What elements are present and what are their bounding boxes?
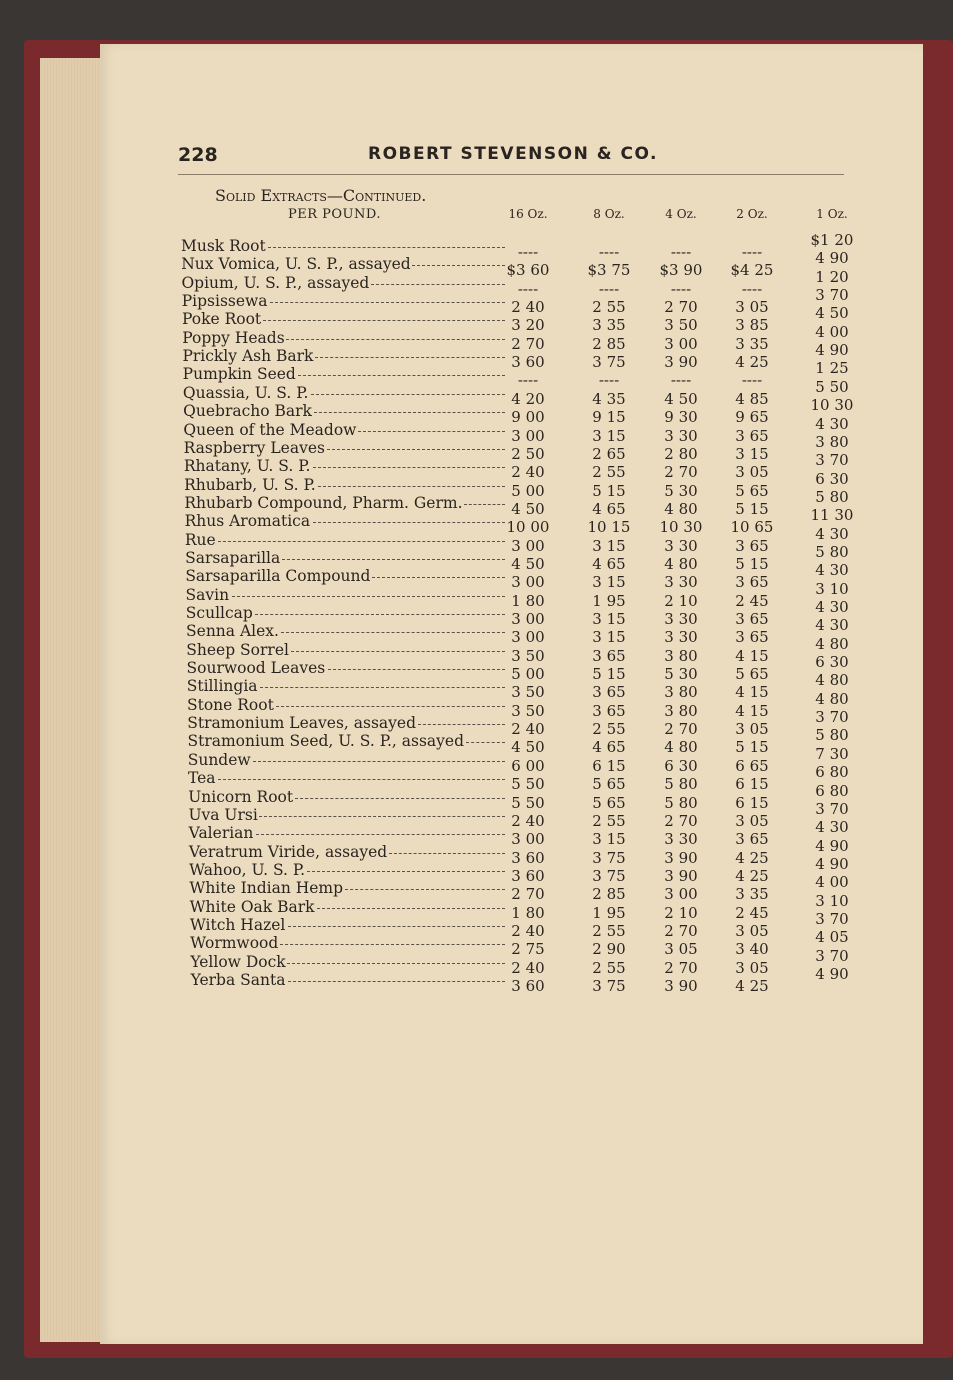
dot-leader — [218, 541, 505, 542]
price-16oz: ---- — [517, 371, 539, 390]
price-8oz: 5 15 — [592, 665, 626, 684]
dot-leader — [280, 944, 505, 945]
price-2oz: 4 15 — [735, 701, 769, 720]
price-2oz: 3 65 — [735, 426, 769, 445]
price-2oz: 3 85 — [735, 316, 769, 335]
price-4oz: 3 80 — [664, 683, 698, 702]
product-name: Yerba Santa — [190, 971, 286, 989]
price-4oz: 4 80 — [664, 554, 698, 573]
dot-leader — [282, 559, 505, 560]
price-2oz: 5 15 — [735, 738, 769, 757]
dot-leader — [389, 853, 505, 854]
price-8oz: 3 15 — [592, 610, 626, 628]
price-8oz: 2 55 — [592, 958, 626, 977]
price-2oz: 3 05 — [735, 463, 769, 482]
price-4oz: 4 80 — [664, 499, 698, 518]
price-4oz: 3 00 — [664, 885, 698, 904]
price-1oz: 4 50 — [815, 304, 849, 323]
price-4oz: 2 70 — [664, 720, 698, 739]
product-name: Veratrum Viride, assayed — [188, 842, 388, 861]
dot-leader — [317, 908, 505, 909]
price-1oz: 5 50 — [815, 377, 849, 396]
price-2oz: 2 45 — [735, 903, 769, 922]
price-8oz: 2 85 — [592, 885, 626, 904]
price-16oz: $3 60 — [506, 261, 550, 280]
dot-leader — [291, 651, 505, 652]
product-name: Quebracho Bark — [183, 402, 312, 421]
price-16oz: 4 50 — [511, 738, 545, 757]
price-2oz: 3 40 — [735, 940, 769, 959]
price-1oz: 6 80 — [815, 781, 849, 800]
dot-leader — [298, 375, 505, 376]
price-8oz: 2 55 — [592, 463, 626, 482]
price-1oz: 4 30 — [815, 616, 849, 635]
price-4oz: 5 30 — [664, 481, 698, 500]
price-8oz: 2 85 — [592, 334, 626, 353]
price-2oz: 4 15 — [735, 646, 769, 665]
price-1oz: 4 90 — [815, 836, 849, 855]
price-2oz: 3 05 — [735, 720, 769, 739]
price-1oz: 6 30 — [815, 653, 849, 672]
running-title: ROBERT STEVENSON & CO. — [368, 144, 659, 164]
price-4oz: 5 80 — [664, 775, 698, 794]
product-name: Quassia, U. S. P. — [182, 383, 309, 402]
price-2oz: 4 85 — [735, 389, 769, 408]
price-8oz: 2 55 — [592, 811, 626, 830]
product-name: Scullcap — [185, 604, 253, 622]
price-2oz: 4 25 — [735, 866, 769, 885]
product-name: Witch Hazel — [189, 915, 286, 934]
price-1oz: 4 90 — [815, 341, 849, 360]
price-1oz: 5 80 — [815, 487, 849, 506]
price-4oz: 3 30 — [664, 830, 698, 849]
price-16oz: 3 60 — [511, 353, 545, 372]
dot-leader — [313, 522, 505, 523]
product-name: Sarsaparilla — [185, 548, 281, 567]
product-name: Unicorn Root — [188, 787, 294, 806]
price-8oz: 2 90 — [592, 940, 626, 959]
price-1oz: 10 30 — [810, 396, 854, 415]
price-1oz: 4 80 — [815, 689, 849, 708]
price-4oz: 2 70 — [664, 811, 698, 830]
price-16oz: 3 00 — [511, 426, 545, 445]
price-2oz: $4 25 — [730, 261, 774, 280]
price-2oz: 6 15 — [735, 775, 769, 794]
price-8oz: 3 35 — [592, 316, 626, 335]
price-1oz: $1 20 — [810, 231, 854, 249]
price-4oz: 3 80 — [664, 701, 698, 720]
price-4oz: 3 90 — [664, 353, 698, 372]
dot-leader — [318, 486, 505, 487]
product-name: Rhus Aromatica — [184, 512, 311, 531]
price-8oz: 5 65 — [592, 793, 626, 812]
price-8oz: 4 35 — [592, 389, 626, 408]
dot-leader — [281, 632, 505, 633]
price-1oz: 3 70 — [815, 909, 849, 928]
price-8oz: 4 65 — [592, 554, 626, 573]
price-1oz: 3 70 — [815, 946, 849, 965]
price-4oz: 3 00 — [664, 334, 698, 353]
price-16oz: 3 00 — [511, 830, 545, 849]
dot-leader — [311, 394, 505, 395]
dot-leader — [307, 871, 505, 872]
column-header-16oz: 16 Oz. — [508, 207, 548, 221]
price-8oz: ---- — [598, 243, 620, 261]
product-name: Tea — [187, 769, 216, 788]
price-4oz: 2 10 — [664, 903, 698, 922]
price-4oz: 10 30 — [659, 518, 703, 537]
product-name: White Oak Bark — [189, 897, 315, 916]
price-2oz: 3 65 — [735, 830, 769, 849]
price-8oz: $3 75 — [587, 261, 631, 280]
dot-leader — [345, 889, 505, 890]
product-name: Yellow Dock — [190, 952, 286, 971]
price-1oz: 3 70 — [815, 708, 849, 727]
price-4oz: ---- — [670, 279, 692, 298]
price-2oz: 3 35 — [735, 334, 769, 353]
product-name: Pipsissewa — [181, 292, 268, 311]
price-16oz: 6 00 — [511, 756, 545, 775]
price-16oz: 1 80 — [511, 903, 545, 922]
product-name: Rue — [184, 530, 216, 549]
price-16oz: 3 20 — [511, 316, 545, 335]
price-4oz: 2 10 — [664, 591, 698, 610]
product-name: Stramonium Seed, U. S. P., assayed — [187, 732, 465, 751]
price-1oz: 4 90 — [815, 854, 849, 873]
price-2oz: 10 65 — [730, 518, 774, 537]
price-16oz: 2 40 — [511, 958, 545, 977]
price-8oz: 6 15 — [592, 756, 626, 775]
product-name: Prickly Ash Bark — [182, 347, 314, 366]
price-2oz: 4 15 — [735, 683, 769, 702]
price-8oz: 3 15 — [592, 536, 626, 555]
product-name: Rhubarb, U. S. P. — [184, 475, 316, 494]
price-16oz: 3 00 — [511, 610, 545, 628]
product-name: Rhatany, U. S. P. — [183, 457, 311, 476]
price-1oz: 4 80 — [815, 671, 849, 690]
dot-leader — [295, 798, 505, 799]
product-name: Stramonium Leaves, assayed — [187, 714, 416, 733]
price-16oz: 3 00 — [511, 628, 545, 647]
dot-leader — [259, 816, 505, 817]
price-2oz: 3 35 — [735, 885, 769, 904]
price-16oz: 4 50 — [511, 499, 545, 518]
price-2oz: ---- — [741, 243, 763, 261]
product-name: Pumpkin Seed — [182, 365, 296, 384]
price-16oz: 2 70 — [511, 334, 545, 353]
price-8oz: 3 75 — [592, 977, 626, 995]
price-8oz: 3 75 — [592, 866, 626, 885]
price-2oz: 3 05 — [735, 921, 769, 940]
price-8oz: 4 65 — [592, 738, 626, 757]
product-name: Wahoo, U. S. P. — [189, 860, 306, 879]
price-16oz: 2 40 — [511, 921, 545, 940]
price-16oz: 3 60 — [511, 848, 545, 867]
column-header-1oz: 1 Oz. — [816, 207, 848, 221]
price-1oz: 3 80 — [815, 432, 849, 451]
price-16oz: 3 00 — [511, 573, 545, 592]
price-16oz: 2 40 — [511, 463, 545, 482]
price-4oz: 6 30 — [664, 756, 698, 775]
price-2oz: 4 25 — [735, 848, 769, 867]
price-4oz: 3 30 — [664, 628, 698, 647]
price-4oz: 3 90 — [664, 866, 698, 885]
dot-leader — [315, 357, 505, 358]
dot-leader — [287, 963, 505, 964]
product-name: Poke Root — [181, 310, 262, 329]
price-16oz: 4 50 — [511, 554, 545, 573]
price-4oz: 3 30 — [664, 426, 698, 445]
price-2oz: 3 05 — [735, 958, 769, 977]
dot-leader — [255, 614, 505, 615]
price-4oz: $3 90 — [659, 261, 703, 280]
price-16oz: 2 40 — [511, 720, 545, 739]
product-name: Nux Vomica, U. S. P., assayed — [181, 255, 411, 274]
price-4oz: 4 50 — [664, 389, 698, 408]
price-1oz: 5 80 — [815, 542, 849, 561]
dot-leader — [418, 724, 505, 725]
column-header-2oz: 2 Oz. — [736, 207, 768, 221]
price-1oz: 4 05 — [815, 928, 849, 947]
price-1oz: 4 30 — [815, 561, 849, 580]
price-4oz: 3 80 — [664, 646, 698, 665]
dot-leader — [260, 687, 505, 688]
price-8oz: ---- — [598, 279, 620, 298]
product-name: Wormwood — [190, 934, 279, 953]
price-8oz: 3 15 — [592, 573, 626, 592]
product-name: Uva Ursi — [188, 805, 258, 824]
product-name: Raspberry Leaves — [183, 438, 325, 457]
price-16oz: 3 50 — [511, 646, 545, 665]
price-2oz: 3 05 — [735, 811, 769, 830]
price-8oz: 2 55 — [592, 720, 626, 739]
price-16oz: ---- — [517, 243, 539, 261]
price-16oz: 3 60 — [511, 866, 545, 885]
price-8oz: 3 65 — [592, 701, 626, 720]
dot-leader — [218, 779, 505, 780]
dot-leader — [286, 339, 505, 340]
dot-leader — [268, 247, 505, 248]
price-2oz: 3 05 — [735, 298, 769, 317]
dot-leader — [313, 467, 505, 468]
price-8oz: 4 65 — [592, 499, 626, 518]
product-name: Savin — [185, 585, 230, 604]
price-1oz: 4 00 — [815, 322, 849, 341]
price-4oz: 2 70 — [664, 958, 698, 977]
price-2oz: 5 65 — [735, 481, 769, 500]
price-1oz: 5 80 — [815, 726, 849, 745]
price-16oz: 3 60 — [511, 977, 545, 995]
product-name: Rhubarb Compound, Pharm. Germ. — [184, 493, 463, 512]
dot-leader — [314, 412, 505, 413]
price-2oz: ---- — [741, 371, 763, 390]
product-name: Musk Root — [181, 237, 266, 255]
price-4oz: 2 70 — [664, 463, 698, 482]
price-16oz: 3 00 — [511, 536, 545, 555]
price-1oz: 11 30 — [810, 506, 854, 525]
price-16oz: 10 00 — [506, 518, 550, 537]
price-2oz: 4 25 — [735, 977, 769, 995]
column-headers — [0, 207, 953, 227]
price-1oz: 3 70 — [815, 799, 849, 818]
price-16oz: 3 50 — [511, 683, 545, 702]
price-8oz: 5 65 — [592, 775, 626, 794]
product-name: Queen of the Meadow — [183, 420, 357, 439]
price-16oz: 5 50 — [511, 793, 545, 812]
price-16oz: 2 70 — [511, 885, 545, 904]
price-2oz: 3 65 — [735, 536, 769, 555]
dot-leader — [288, 981, 505, 982]
price-1oz: 4 30 — [815, 598, 849, 616]
price-4oz: 9 30 — [664, 408, 698, 427]
price-4oz: 3 90 — [664, 977, 698, 995]
price-8oz: 2 55 — [592, 298, 626, 317]
price-1oz: 1 20 — [815, 267, 849, 286]
price-2oz: 2 45 — [735, 591, 769, 610]
price-2oz: 9 65 — [735, 408, 769, 427]
price-8oz: 3 65 — [592, 646, 626, 665]
product-name: Sourwood Leaves — [186, 659, 326, 678]
dot-leader — [371, 284, 505, 285]
price-4oz: 3 30 — [664, 610, 698, 628]
product-name: Stillingia — [186, 677, 258, 696]
price-4oz: 3 30 — [664, 536, 698, 555]
price-16oz: 5 00 — [511, 481, 545, 500]
price-16oz: 5 50 — [511, 775, 545, 794]
price-4oz: 5 80 — [664, 793, 698, 812]
price-2oz: 5 65 — [735, 665, 769, 684]
price-4oz: 3 30 — [664, 573, 698, 592]
price-16oz: 1 80 — [511, 591, 545, 610]
product-name: White Indian Hemp — [189, 879, 344, 898]
price-8oz: 1 95 — [592, 591, 626, 610]
price-4oz: 2 70 — [664, 921, 698, 940]
dot-leader — [276, 706, 505, 707]
price-4oz: 3 90 — [664, 848, 698, 867]
product-name: Sundew — [187, 750, 251, 769]
price-4oz: 5 30 — [664, 665, 698, 684]
product-name: Sarsaparilla Compound — [185, 567, 371, 586]
dot-leader — [372, 577, 505, 578]
product-name: Stone Root — [187, 695, 274, 714]
price-2oz: 3 15 — [735, 444, 769, 463]
price-2oz: 5 15 — [735, 554, 769, 573]
dot-leader — [358, 431, 505, 432]
dot-leader — [412, 265, 505, 266]
price-1oz: 4 80 — [815, 634, 849, 653]
section-title: Solid Extracts—Continued. — [215, 186, 427, 205]
price-16oz: 2 50 — [511, 444, 545, 463]
price-1oz: 4 90 — [815, 965, 849, 983]
price-16oz: 5 00 — [511, 665, 545, 684]
price-2oz: ---- — [741, 279, 763, 298]
page-number: 228 — [178, 144, 218, 166]
price-8oz: 3 15 — [592, 426, 626, 445]
price-2oz: 3 65 — [735, 573, 769, 592]
price-8oz: 3 75 — [592, 353, 626, 372]
price-2oz: 3 65 — [735, 610, 769, 628]
price-8oz: ---- — [598, 371, 620, 390]
product-name: Sheep Sorrel — [186, 640, 289, 659]
dot-leader — [263, 320, 505, 321]
price-16oz: 2 40 — [511, 298, 545, 317]
product-name: Senna Alex. — [186, 622, 279, 641]
price-8oz: 5 15 — [592, 481, 626, 500]
price-1oz: 1 25 — [815, 359, 849, 378]
price-4oz: 3 05 — [664, 940, 698, 959]
price-2oz: 5 15 — [735, 499, 769, 518]
dot-leader — [327, 449, 505, 450]
price-1oz: 3 10 — [815, 891, 849, 910]
price-16oz: 4 20 — [511, 389, 545, 408]
price-1oz: 4 90 — [815, 249, 849, 268]
price-1oz: 3 10 — [815, 579, 849, 598]
per-pound-label: PER POUND. — [288, 207, 381, 222]
price-1oz: 3 70 — [815, 286, 849, 305]
dot-leader — [253, 761, 505, 762]
dot-leader — [256, 834, 505, 835]
price-2oz: 3 65 — [735, 628, 769, 647]
price-1oz: 6 30 — [815, 469, 849, 488]
price-4oz: 3 50 — [664, 316, 698, 335]
price-1oz: 4 30 — [815, 524, 849, 543]
price-8oz: 3 15 — [592, 830, 626, 849]
dot-leader — [270, 302, 505, 303]
price-16oz: 3 50 — [511, 701, 545, 720]
price-1oz: 4 30 — [815, 414, 849, 433]
price-4oz: ---- — [670, 243, 692, 261]
price-16oz: ---- — [517, 279, 539, 298]
product-name: Valerian — [188, 824, 254, 843]
price-16oz: 2 40 — [511, 811, 545, 830]
dot-leader — [232, 596, 505, 597]
price-4oz: ---- — [670, 371, 692, 390]
page-header — [178, 144, 844, 175]
price-2oz: 6 65 — [735, 756, 769, 775]
dot-leader — [328, 669, 505, 670]
price-1oz: 7 30 — [815, 744, 849, 763]
price-1oz: 3 70 — [815, 451, 849, 470]
price-4oz: 2 80 — [664, 444, 698, 463]
price-8oz: 10 15 — [587, 518, 631, 537]
product-name: Opium, U. S. P., assayed — [181, 273, 370, 292]
price-8oz: 2 65 — [592, 444, 626, 463]
price-16oz: 9 00 — [511, 408, 545, 427]
product-name: Poppy Heads — [182, 328, 285, 347]
price-4oz: 2 70 — [664, 298, 698, 317]
price-1oz: 4 30 — [815, 818, 849, 837]
price-8oz: 2 55 — [592, 921, 626, 940]
price-2oz: 6 15 — [735, 793, 769, 812]
price-8oz: 3 75 — [592, 848, 626, 867]
price-2oz: 4 25 — [735, 353, 769, 372]
price-8oz: 9 15 — [592, 408, 626, 427]
price-1oz: 6 80 — [815, 763, 849, 782]
price-8oz: 3 15 — [592, 628, 626, 647]
price-16oz: 2 75 — [511, 940, 545, 959]
price-8oz: 3 65 — [592, 683, 626, 702]
column-header-8oz: 8 Oz. — [593, 207, 625, 221]
price-1oz: 4 00 — [815, 873, 849, 892]
column-header-4oz: 4 Oz. — [665, 207, 697, 221]
dot-leader — [288, 926, 505, 927]
price-8oz: 1 95 — [592, 903, 626, 922]
price-4oz: 4 80 — [664, 738, 698, 757]
